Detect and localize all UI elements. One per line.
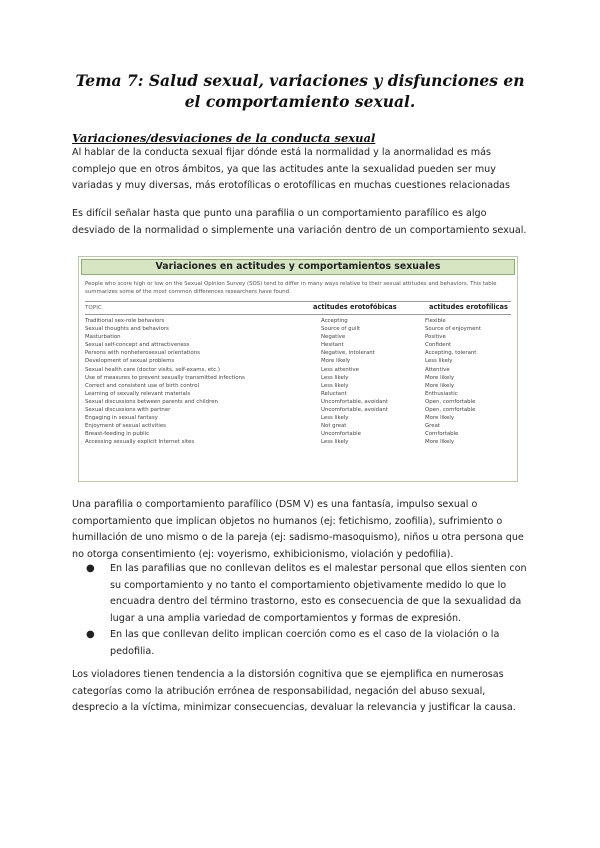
paragraph-definition: Una parafilia o comportamiento parafílico (DSM V) es una fantasía, impulso sexual o comportamiento que implican objetos no humanos (ej: fetichismo, zoofilia), sufrimiento o humillación de uno mismo o de la pareja (ej: sadismo-masoquismo), niños u otra persona que no otorga consentimiento (ej: voyerismo, exhibicionismo, violación y pedofilia). (72, 499, 524, 560)
table-row (85, 341, 511, 349)
cell-erotofobicas: Less attentive (321, 366, 359, 373)
cell-topic: Correct and consistent use of birth control (85, 382, 199, 389)
cell-topic: Development of sexual problems (85, 358, 175, 365)
cell-topic: Sexual discussions between parents and children (85, 398, 218, 405)
cell-topic: Sexual health care (doctor visits, self-exams, etc.) (85, 366, 220, 373)
cell-erotofobicas: Hesitant (321, 342, 344, 349)
table-rule-header (85, 314, 511, 315)
table-row (85, 382, 511, 390)
list-item (72, 561, 532, 627)
table-row (85, 366, 511, 374)
cell-erotofilicas: Open, comfortable (425, 407, 476, 414)
cell-topic: Engaging in sexual fantasy (85, 415, 158, 422)
table-rule-top (85, 301, 511, 302)
cell-erotofilicas: Attentive (425, 366, 450, 373)
table-row (85, 333, 511, 341)
bullet-list (72, 561, 532, 660)
table-title: Variaciones en actitudes y comportamientos sexuales (81, 259, 515, 275)
cell-erotofobicas: Uncomfortable, avoidant (321, 398, 388, 405)
cell-erotofilicas: Source of enjoyment (425, 326, 481, 333)
table-row (85, 430, 511, 438)
table-row (85, 317, 511, 325)
paragraph-parafilia: Es difícil señalar hasta que punto una parafilia o un comportamiento parafílico es algo desviado de la normalidad o simplemente una variación dentro de un comportamiento sexual. (72, 208, 527, 236)
attitudes-table (78, 256, 518, 482)
cell-topic: Breast-feeding in public (85, 431, 150, 438)
cell-erotofobicas: Negative (321, 334, 346, 341)
table-row (85, 438, 511, 446)
table-row (85, 325, 511, 333)
cell-topic: Use of measures to prevent sexually transmitted infections (85, 374, 245, 381)
cell-erotofilicas: Flexible (425, 318, 446, 324)
cell-erotofilicas: More likely (425, 415, 455, 422)
table-row (85, 390, 511, 398)
column-header-erotofobicas: actitudes erotofóbicas (313, 303, 397, 311)
page-title: Tema 7: Salud sexual, variaciones y disfunciones en el comportamiento sexual. (75, 71, 525, 111)
cell-erotofilicas: Accepting, tolerant (425, 350, 477, 357)
cell-erotofobicas: Accepting (321, 318, 348, 324)
cell-erotofilicas: More likely (425, 382, 455, 389)
cell-erotofilicas: Enthusiastic (425, 390, 458, 397)
paragraph-intro: Al hablar de la conducta sexual fijar dónde está la normalidad y la anormalidad es más complejo que en otros ámbitos, ya que las actitudes ante la sexualidad pueden ser muy variadas y muy diversas, más erotofílicas o erotofílicas en muchas cuestiones relacionadas (72, 147, 511, 191)
cell-erotofobicas: Uncomfortable, avoidant (321, 407, 388, 414)
table-description: People who score high or low on the Sexual Opinion Survey (SOS) tend to differ in many ways relative to their sexual attitudes and behaviors. This table summarizes some of the most common differences researchers have found. (85, 281, 497, 295)
cell-erotofilicas: Confident (425, 342, 452, 349)
cell-erotofilicas: Open, comfortable (425, 398, 476, 405)
table-body (85, 317, 511, 447)
table-row (85, 406, 511, 414)
cell-erotofobicas: Uncomfortable (321, 431, 361, 438)
list-item (72, 627, 532, 660)
cell-erotofilicas: More likely (425, 374, 455, 381)
cell-topic: Sexual thoughts and behaviors (85, 326, 169, 333)
cell-topic: Enjoyment of sexual activities (85, 423, 166, 430)
cell-topic: Sexual self-concept and attractiveness (85, 342, 190, 349)
list-item-text: En las parafilias que no conllevan delitos es el malestar personal que ellos sienten con su comportamiento y no tanto el comportamiento objetivamente medido lo que lo encuadra dentro del término trastorno, esto es consecuencia de que la sexualidad da lugar a una amplia variedad de comportamientos y formas de expresión. (110, 563, 527, 624)
table-row (85, 422, 511, 430)
column-header-topic: TOPIC (85, 305, 102, 311)
cell-erotofilicas: Positive (425, 334, 446, 341)
bullet-dot: ● (86, 629, 95, 640)
list-item-text: En las que conllevan delito implican coerción como es el caso de la violación o la pedofilia. (110, 629, 500, 657)
cell-topic: Traditional sex-role behaviors (85, 318, 165, 324)
cell-erotofobicas: Source of guilt (321, 326, 361, 333)
bullet-dot: ● (86, 563, 95, 574)
cell-erotofilicas: Great (425, 423, 441, 430)
section-heading: Variaciones/desviaciones de la conducta sexual (72, 131, 376, 145)
table-row (85, 398, 511, 406)
cell-topic: Masturbation (85, 334, 121, 341)
table-row (85, 374, 511, 382)
table-row (85, 357, 511, 365)
cell-erotofilicas: Less likely (425, 358, 453, 365)
cell-erotofobicas: Negative, intolerant (321, 350, 375, 357)
table-row (85, 414, 511, 422)
cell-erotofobicas: Less likely (321, 382, 349, 389)
cell-erotofobicas: Less likely (321, 374, 349, 381)
cell-topic: Sexual discussions with partner (85, 407, 171, 414)
cell-erotofobicas: More likely (321, 358, 351, 365)
cell-erotofilicas: More likely (425, 439, 455, 446)
cell-erotofobicas: Reluctant (321, 390, 347, 397)
cell-topic: Persons with nonheterosexual orientations (85, 350, 200, 357)
cell-erotofilicas: Comfortable (425, 431, 459, 438)
cell-erotofobicas: Less likely (321, 439, 349, 446)
cell-topic: Learning of sexually relevant materials (85, 390, 191, 397)
column-header-erotofilicas: actitudes erotofílicas (429, 303, 508, 311)
cell-topic: Accessing sexually explicit Internet sites (85, 439, 195, 446)
table-row (85, 349, 511, 357)
cell-erotofobicas: Less likely (321, 415, 349, 422)
paragraph-violadores: Los violadores tienen tendencia a la distorsión cognitiva que se ejemplifica en numerosas categorías como la atribución errónea de responsabilidad, negación del abuso sexual, desprecio a la víctima, minimizar consecuencias, devaluar la relevancia y justificar la causa. (72, 669, 516, 713)
cell-erotofobicas: Not great (321, 423, 347, 430)
